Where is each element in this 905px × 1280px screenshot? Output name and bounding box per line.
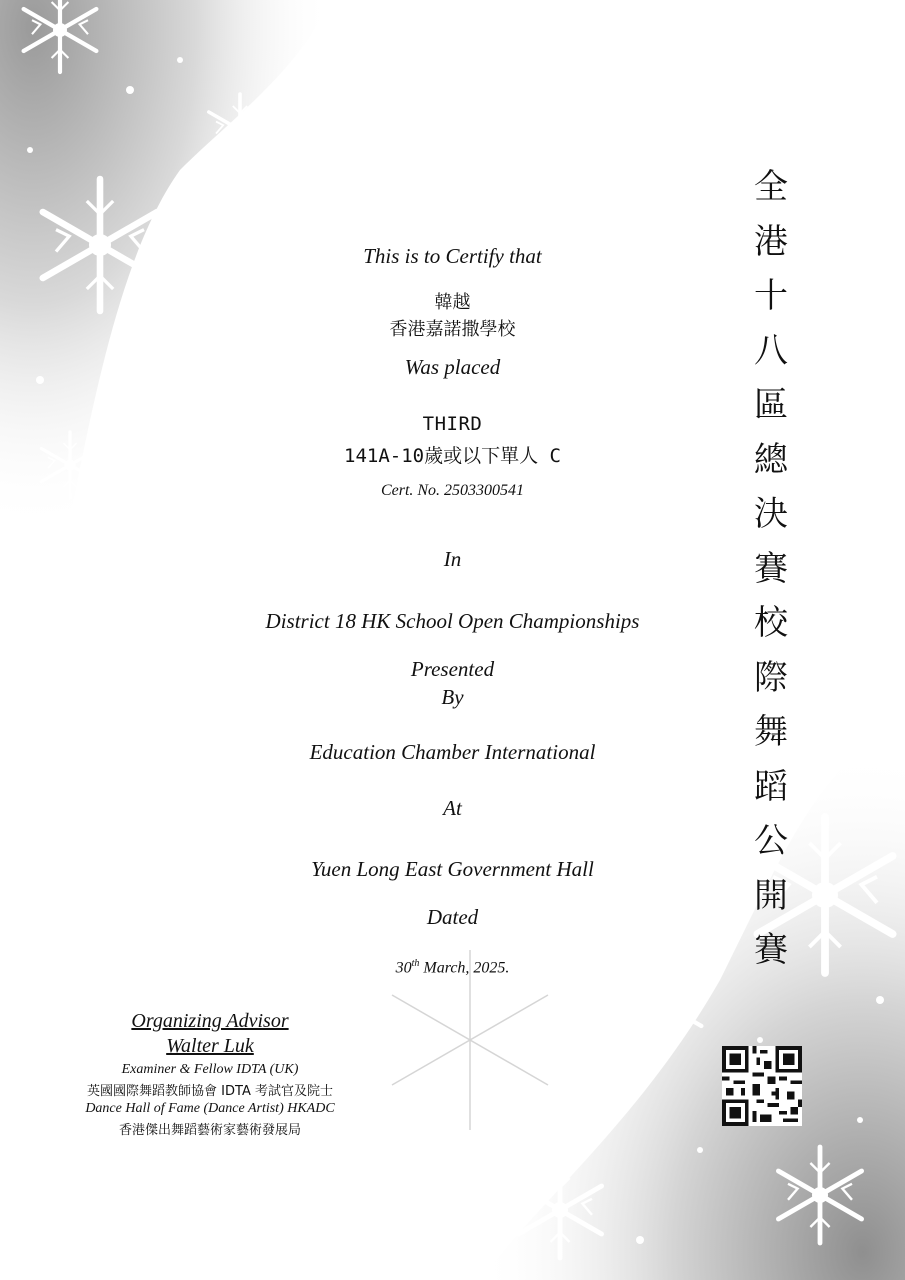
by-line: By: [441, 685, 464, 709]
advisor-heading: Organizing Advisor: [131, 1010, 289, 1032]
vertical-title-char: 蹈: [754, 766, 788, 807]
dated-line: Dated: [426, 905, 479, 929]
event-name: 141A-10歲或以下單人 C: [344, 445, 561, 467]
presenter-name: Education Chamber International: [309, 740, 596, 764]
advisor-block: [40, 1010, 380, 1138]
vertical-title-char: 賽: [754, 930, 788, 970]
placed-line: Was placed: [404, 355, 501, 379]
at-line: At: [443, 796, 462, 820]
vertical-title-char: 八: [754, 330, 788, 371]
vertical-title-char: 決: [754, 494, 788, 534]
vertical-title-char: 總: [754, 439, 788, 480]
vertical-title-char: 舞: [754, 712, 788, 752]
cert-number: Cert. No. 2503300541: [380, 482, 525, 499]
vertical-title: [746, 160, 796, 978]
vertical-title-char: 十: [754, 276, 788, 316]
venue-name: Yuen Long East Government Hall: [311, 857, 594, 881]
date-rest: March, 2025.: [419, 959, 510, 977]
vertical-title-char: 全: [754, 167, 788, 207]
advisor-line-4: 香港傑出舞蹈藝術家藝術發展局: [118, 1123, 301, 1138]
advisor-line-1: Examiner & Fellow IDTA (UK): [121, 1062, 299, 1077]
vertical-title-char: 公: [754, 821, 788, 861]
position-text: THIRD: [422, 413, 483, 435]
school-name: 香港嘉諾撒學校: [389, 319, 516, 340]
competition-name: District 18 HK School Open Championships: [265, 609, 640, 633]
certify-line: This is to Certify that: [363, 244, 542, 268]
vertical-title-char: 際: [754, 657, 788, 698]
advisor-line-2: 英國國際舞蹈教師協會 IDTA 考試官及院士: [87, 1084, 333, 1099]
presented-line: Presented: [410, 657, 495, 681]
vertical-title-char: 校: [754, 603, 788, 643]
vertical-title-char: 區: [754, 385, 788, 425]
vertical-title-char: 賽: [754, 548, 788, 589]
student-name: 韓越: [434, 292, 471, 313]
in-line: In: [443, 547, 462, 571]
vertical-title-char: 港: [754, 221, 788, 262]
vertical-title-char: 開: [754, 875, 788, 916]
date-suffix: th: [411, 958, 420, 969]
advisor-line-3: Dance Hall of Fame (Dance Artist) HKADC: [85, 1101, 335, 1116]
advisor-name: Walter Luk: [166, 1035, 254, 1057]
qr-code[interactable]: [722, 1046, 802, 1126]
date-day: 30: [395, 959, 412, 977]
